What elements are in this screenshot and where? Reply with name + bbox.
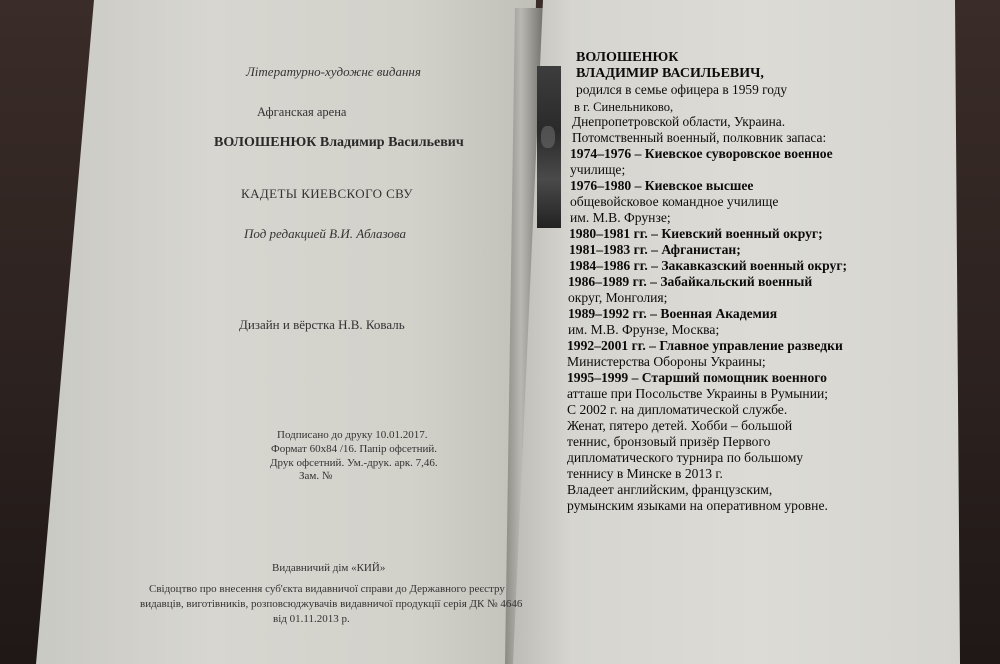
publisher-name: Видавничий дім «КИЙ» [272,562,386,574]
bio-line: 1974–1976 – Киевское суворовское военное [570,146,833,161]
imprint-line: Подписано до друку 10.01.2017. [277,429,428,441]
bio-line: им. М.В. Фрунзе, Москва; [568,322,720,337]
bio-line: дипломатического турнира по большому [567,450,804,465]
bio-line: С 2002 г. на дипломатической службе. [567,402,788,417]
bio-line: Владеет английским, французским, [567,482,773,497]
bio-line: округ, Монголия; [568,290,668,305]
bio-line: 1992–2001 гг. – Главное управление разведки [567,338,843,353]
imprint-line: Друк офсетний. Ум.-друк. арк. 7,46. [270,457,438,469]
bio-line: Женат, пятеро детей. Хобби – большой [567,418,793,433]
bio-line: 1989–1992 гг. – Военная Академия [568,306,778,321]
bio-line: им. М.В. Фрунзе; [570,210,671,225]
book-title: КАДЕТЫ КИЕВСКОГО СВУ [241,186,413,201]
series-label: Літературно-художнє видання [246,64,421,79]
author-name: ВОЛОШЕНЮК Владимир Васильевич [214,135,464,150]
bio-line: 1980–1981 гг. – Киевский военный округ; [569,226,823,241]
collection-label: Афганская арена [257,105,347,119]
author-photo [537,66,561,228]
certificate-line: Свідоцтво про внесення суб'єкта видавничої справи до Державного реєстру [149,583,505,595]
editor-credit: Под редакцией В.И. Аблазова [244,226,406,241]
bio-line: румынским языками на оперативном уровне. [567,498,828,513]
bio-line: теннису в Минске в 2013 г. [567,466,723,481]
certificate-line: видавців, виготівників, розповсюджувачів видавничої продукції серія ДК № 4646 [140,598,523,610]
bio-line: 1976–1980 – Киевское высшее [570,178,754,193]
bio-line: 1984–1986 гг. – Закавказский военный округ; [569,258,848,273]
bio-line: училище; [570,162,626,177]
bio-line: Днепропетровской области, Украина. [572,114,786,129]
certificate-line: від 01.11.2013 р. [273,613,350,625]
bio-line: 1981–1983 гг. – Афганистан; [569,242,741,257]
bio-line: в г. Синельниково, [574,100,674,114]
bio-line: Министерства Обороны Украины; [567,354,766,369]
imprint-line: Формат 60х84 /16. Папір офсетний. [271,443,437,455]
bio-surname: ВОЛОШЕНЮК [576,50,679,65]
bio-line: родился в семье офицера в 1959 году [576,82,788,97]
bio-line: теннис, бронзовый призёр Первого [567,434,771,449]
bio-line: Потомственный военный, полковник запаса: [572,130,827,145]
bio-line: 1986–1989 гг. – Забайкальский военный [568,274,813,289]
bio-line: атташе при Посольстве Украины в Румынии; [567,386,829,401]
bio-line: общевойсковое командное училище [570,194,779,209]
imprint-line: Зам. № [299,470,333,482]
bio-fullname: ВЛАДИМИР ВАСИЛЬЕВИЧ, [576,66,764,81]
bio-line: 1995–1999 – Старший помощник военного [567,370,827,385]
design-credit: Дизайн и вёрстка Н.В. Коваль [239,317,405,332]
